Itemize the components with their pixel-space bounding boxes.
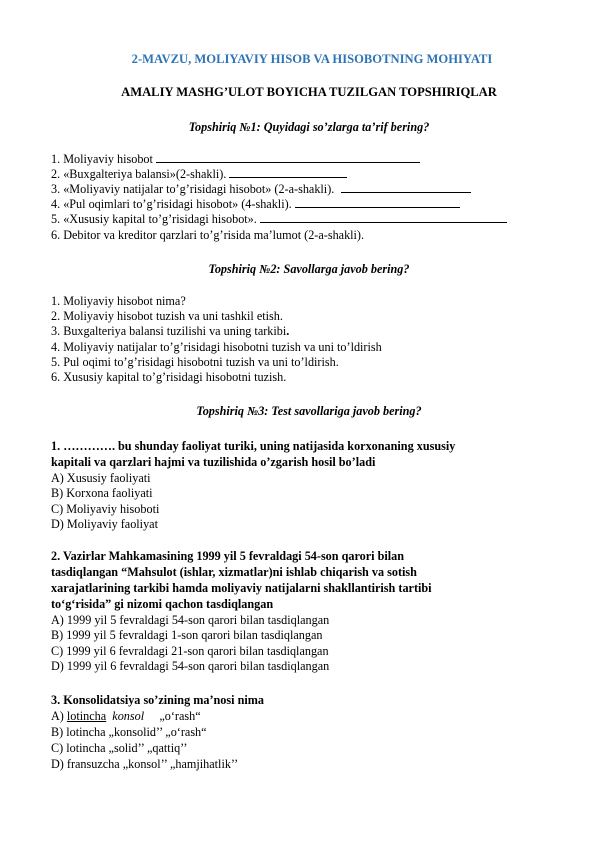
task1-item-5-text: 5. «Xususiy kapital to’g’risidagi hisobot». bbox=[51, 212, 257, 226]
task1-item-5 bbox=[51, 212, 507, 227]
q2-question-line-2: tasdiqlangan “Mahsulot (ishlar, xizmatlar)ni ishlab chiqarish va sotish bbox=[51, 565, 417, 579]
task2-item-3-text: 3. Buxgalteriya balansi tuzilishi va uning tarkibi bbox=[51, 324, 287, 338]
q3-question: 3. Konsolidatsiya so’zining ma’nosi nima bbox=[51, 693, 264, 707]
page-subtitle: AMALIY MASHG’ULOT BOYICHA TUZILGAN TOPSHIRIQLAR bbox=[121, 85, 497, 99]
q2-question-line-3: xarajatlarining tarkibi hamda moliyaviy natijalarni shakllantirish tartibi bbox=[51, 581, 432, 595]
task1-item-3 bbox=[51, 182, 471, 197]
q1-question-line-1: 1. …………. bu shunday faoliyat turiki, uning natijasida korxonaning xususiy bbox=[51, 439, 456, 453]
task1-item-6: 6. Debitor va kreditor qarzlari to’g’risida ma’lumot (2-a-shakli). bbox=[51, 228, 365, 242]
task2-heading: Topshiriq №2: Savollarga javob bering? bbox=[208, 262, 410, 276]
task1-item-2 bbox=[51, 167, 347, 182]
answer-blank-line bbox=[229, 167, 347, 178]
q3-option-a bbox=[51, 709, 201, 724]
answer-blank-line bbox=[260, 212, 507, 223]
task1-item-3-text: 3. «Moliyaviy natijalar to’g’risidagi hisobot» (2-a-shakli). bbox=[51, 182, 335, 196]
task1-item-2-text: 2. «Buxgalteriya balansi»(2-shakli). bbox=[51, 167, 227, 181]
q1-option-d: D) Moliyaviy faoliyat bbox=[51, 517, 158, 531]
answer-blank-line bbox=[341, 182, 471, 193]
q3-option-a-italic: konsol bbox=[112, 709, 145, 723]
task1-item-1-text: 1. Moliyaviy hisobot bbox=[51, 152, 153, 166]
task1-item-4-text: 4. «Pul oqimlari to’g’risidagi hisobot» (4-shakli). bbox=[51, 197, 292, 211]
q3-option-d: D) fransuzcha „konsol’’ „hamjihatlik’’ bbox=[51, 757, 239, 771]
task1-item-1 bbox=[51, 152, 420, 167]
q3-option-b: B) lotincha „konsolid’’ „o‘rash“ bbox=[51, 725, 207, 739]
q1-question-line-2: kapitali va qarzlari hajmi va tuzilishida o’zgarish hosil bo’ladi bbox=[51, 455, 376, 469]
q2-option-a: A) 1999 yil 5 fevraldagi 54-son qarori bilan tasdiqlangan bbox=[51, 613, 330, 627]
task2-item-1: 1. Moliyaviy hisobot nima? bbox=[51, 294, 186, 308]
q3-option-a-prefix: A) bbox=[51, 709, 67, 723]
task1-heading: Topshiriq №1: Quyidagi so’zlarga ta’rif bering? bbox=[188, 120, 430, 134]
q3-option-c: C) lotincha „solid’’ „qattiq’’ bbox=[51, 741, 188, 755]
task2-item-3: 3. Buxgalteriya balansi tuzilishi va uning tarkibi. bbox=[51, 324, 290, 338]
q2-option-b: B) 1999 yil 5 fevraldagi 1-son qarori bilan tasdiqlangan bbox=[51, 628, 323, 642]
q1-option-c: C) Moliyaviy hisoboti bbox=[51, 502, 160, 516]
task2-item-4: 4. Moliyaviy natijalar to’g’risidagi hisobotni tuzish va uni to’ldirish bbox=[51, 340, 382, 354]
q1-option-a: A) Xususiy faoliyati bbox=[51, 471, 151, 485]
page-title: 2-MAVZU, MOLIYAVIY HISOB VA HISOBOTNING MOHIYATI bbox=[131, 52, 493, 66]
q2-option-c: C) 1999 yil 6 fevraldagi 21-son qarori bilan tasdiqlangan bbox=[51, 644, 329, 658]
task2-item-5: 5. Pul oqimi to’g’risidagi hisobotni tuzish va uni to’ldirish. bbox=[51, 355, 339, 369]
task1-item-4 bbox=[51, 197, 460, 212]
q2-question-line-1: 2. Vazirlar Mahkamasining 1999 yil 5 fevraldagi 54-son qarori bilan bbox=[51, 549, 405, 563]
answer-blank-line bbox=[295, 197, 460, 208]
task2-item-2: 2. Moliyaviy hisobot tuzish va uni tashkil etish. bbox=[51, 309, 283, 323]
q2-question-line-4: to‘g‘risida” gi nizomi qachon tasdiqlangan bbox=[51, 597, 274, 611]
q2-option-d: D) 1999 yil 6 fevraldagi 54-son qarori bilan tasdiqlangan bbox=[51, 659, 330, 673]
q3-option-a-rest: „o‘rash“ bbox=[159, 709, 201, 723]
answer-blank-line bbox=[156, 152, 420, 163]
q3-option-a-underlined: lotincha bbox=[66, 709, 107, 723]
task3-heading: Topshiriq №3: Test savollariga javob bering? bbox=[196, 404, 422, 418]
task2-item-6: 6. Xususiy kapital to’g’risidagi hisobotni tuzish. bbox=[51, 370, 287, 384]
q1-option-b: B) Korxona faoliyati bbox=[51, 486, 153, 500]
